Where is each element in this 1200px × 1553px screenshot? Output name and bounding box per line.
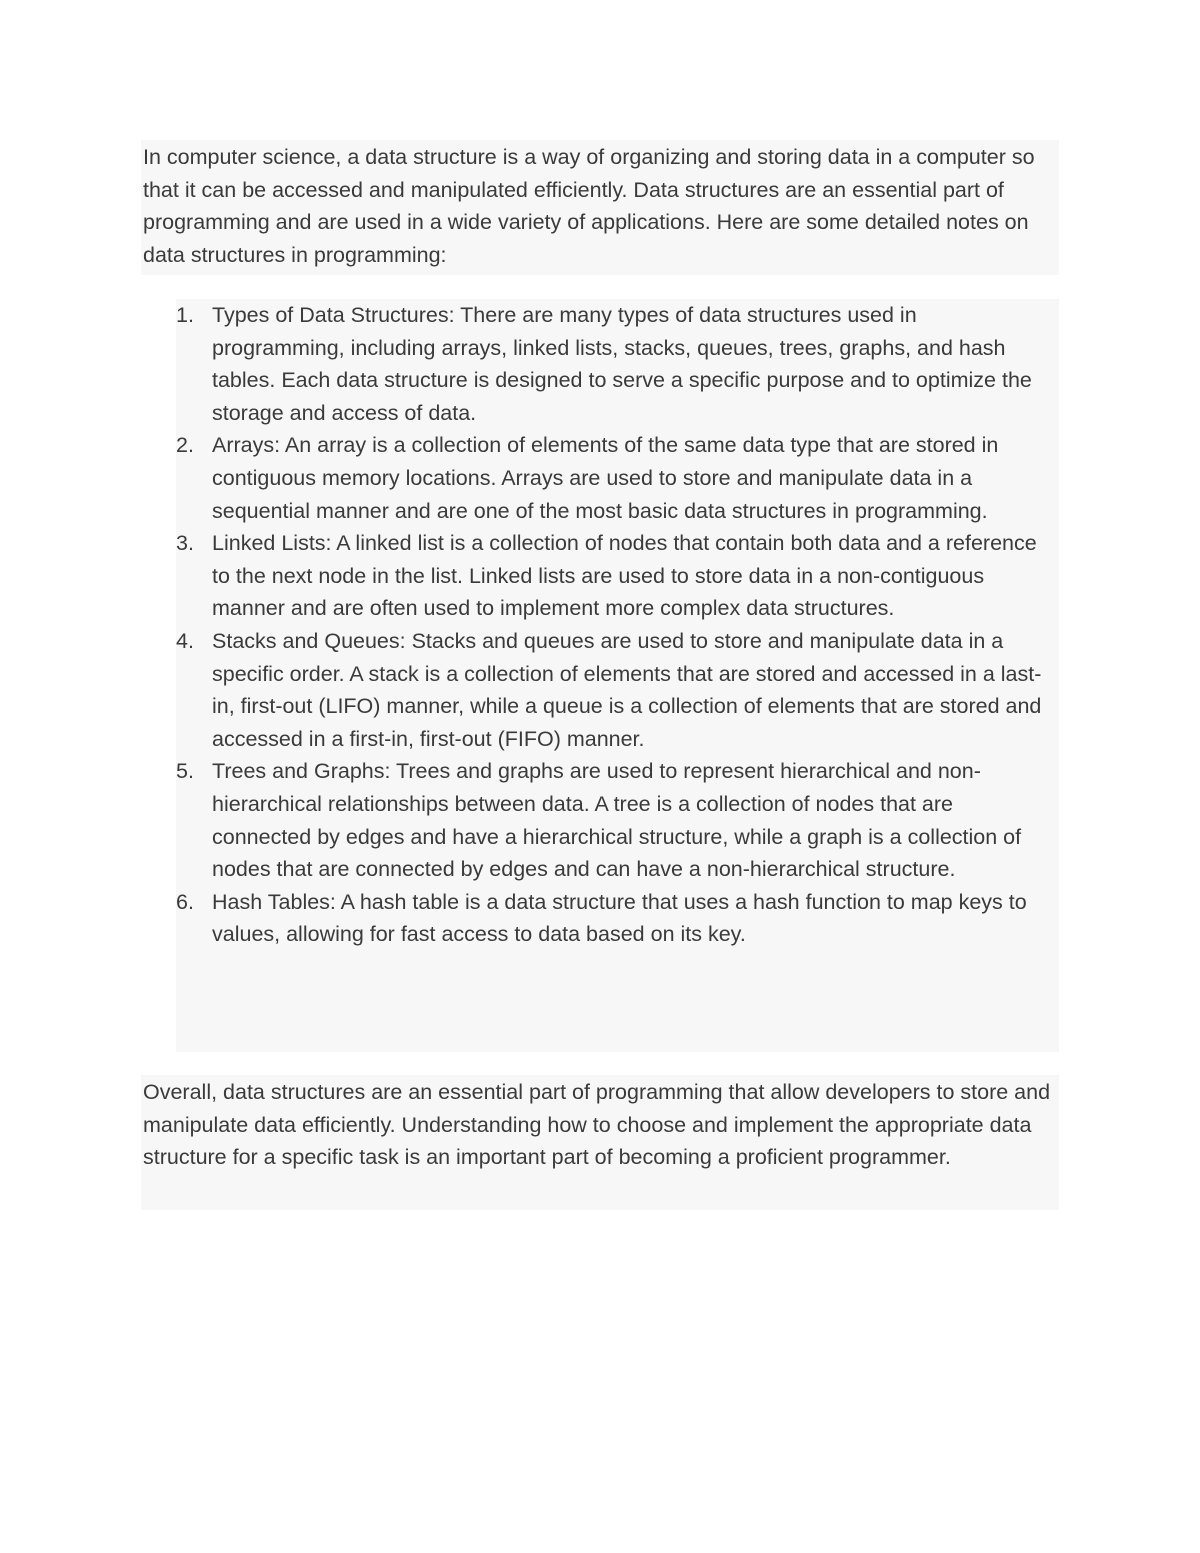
list-item-text: Types of Data Structures: There are many types of data structures used in programming, including arrays, linked lists, stacks, queues, trees, graphs, and hash tables. Each data structure is designed to serve a specific purpose and to optimize the storage and access of data. [212,303,1032,425]
list-item-number: 4. [176,628,194,653]
list-item-number: 1. [176,303,194,327]
outro-block [141,1075,1059,1210]
list-item-text: Arrays: An array is a collection of elements of the same data type that are stored in contiguous memory locations. Arrays are used to store and manipulate data in a sequential manner and are one of the most basic data structures in programming. [212,433,999,523]
intro-paragraph: In computer science, a data structure is a way of organizing and storing data in a computer so that it can be accessed and manipulated efficiently. Data structures are an essential part of programming and are used in a wide variety of applications. Here are some detailed notes on data structures in programming: [143,145,1035,267]
list-block [176,299,1059,1052]
list-item-number: 2. [176,433,194,458]
list-item-text: Trees and Graphs: Trees and graphs are used to represent hierarchical and non-hierarchical relationships between data. A tree is a collection of nodes that are connected by edges and have a hierarchical structure, while a graph is a collection of nodes that are connected by edges and can have a non-hierarchical structure. [212,759,1022,882]
list-item-text: Hash Tables: A hash table is a data structure that uses a hash function to map keys to values, allowing for fast access to data based on its key. [212,889,1027,947]
list-item [176,527,1059,625]
list-item [176,755,1059,885]
outro-paragraph: Overall, data structures are an essential part of programming that allow developers to store and manipulate data efficiently. Understanding how to choose and implement the appropriate data structure for a specific task is an important part of becoming a proficient programmer. [143,1080,1051,1170]
intro-block [141,140,1059,275]
list-item-number: 6. [176,889,194,914]
list-item [176,299,1059,429]
list-item-text: Linked Lists: A linked list is a collection of nodes that contain both data and a reference to the next node in the list. Linked lists are used to store data in a non-contiguous manner and are often used to implement more complex data structures. [212,531,1037,621]
list-item-number: 3. [176,531,194,556]
list-item [176,886,1059,951]
list-item-text: Stacks and Queues: Stacks and queues are used to store and manipulate data in a specific order. A stack is a collection of elements that are stored and accessed in a last-in, first-out (LIFO) manner, while a queue is a collection of elements that are stored and accessed in a first-in, first-out (FIFO) manner. [212,628,1042,751]
list-item-number: 5. [176,759,194,784]
list-item [176,625,1059,755]
list-item [176,429,1059,527]
numbered-list [176,299,1059,951]
